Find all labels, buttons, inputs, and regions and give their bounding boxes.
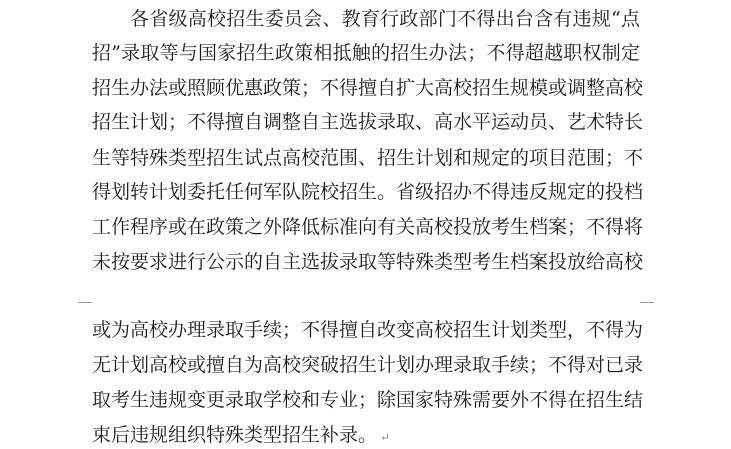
page-break xyxy=(0,292,731,314)
paragraph-line-10: 无计划高校或擅自为高校突破招生计划办理录取手续；不得对已录 xyxy=(92,354,644,376)
paragraph-line-11: 取考生违规变更录取学校和专业；除国家特殊需要外不得在招生结 xyxy=(92,389,644,411)
paragraph-line-12-text: 束后违规组织特殊类型招生补录。 xyxy=(92,424,378,446)
paragraph-line-3: 招生办法或照顾优惠政策；不得擅自扩大高校招生规模或调整高校 xyxy=(92,77,644,99)
paragraph-line-8: 未按要求进行公示的自主选拔录取等特殊类型考生档案投放给高校 xyxy=(92,251,644,273)
paragraph-line-9: 或为高校办理录取手续；不得擅自改变高校招生计划类型，不得为 xyxy=(92,319,644,341)
margin-corner-left xyxy=(78,302,92,303)
paragraph-line-12 xyxy=(92,423,640,449)
paragraph-mark-icon: ↵ xyxy=(380,430,391,444)
paragraph-line-2: 招”录取等与国家招生政策相抵触的招生办法；不得超越职权制定 xyxy=(92,42,640,64)
paragraph-line-7: 工作程序或在政策之外降低标准向有关高校投放考生档案；不得将 xyxy=(92,216,644,238)
paragraph-line-6: 得划转计划委托任何军队院校招生。省级招办不得违反规定的投档 xyxy=(92,181,644,203)
paragraph-line-4: 招生计划；不得擅自调整自主选拔录取、高水平运动员、艺术特长 xyxy=(92,111,644,133)
margin-corner-right xyxy=(640,302,654,303)
paragraph-line-5: 生等特殊类型招生试点高校范围、招生计划和规定的项目范围；不 xyxy=(92,147,644,169)
paragraph-line-1: 各省级高校招生委员会、教育行政部门不得出台含有违规“点 xyxy=(130,8,640,30)
